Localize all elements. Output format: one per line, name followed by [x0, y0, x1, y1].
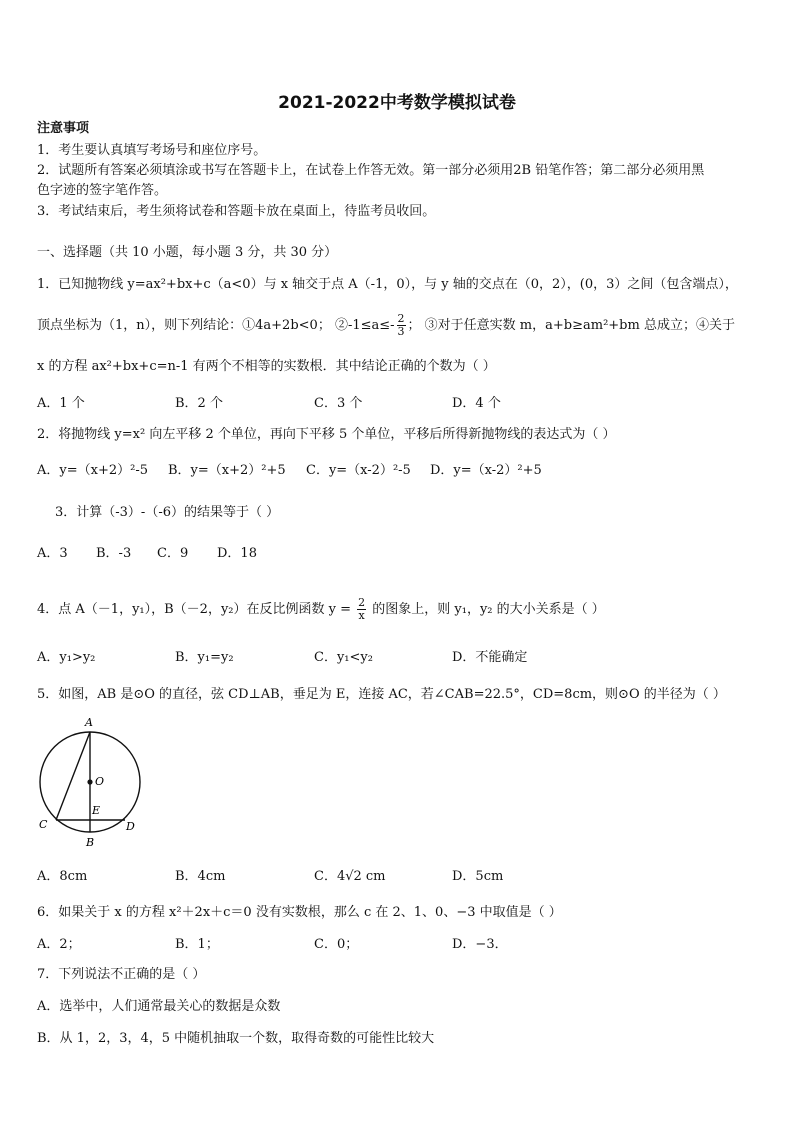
q6-option-a[interactable]: A．2； [37, 937, 81, 952]
q1-line-3: x 的方程 ax²+bx+c=n-1 有两个不相等的实数根．其中结论正确的个数为（ ） [37, 359, 496, 374]
notice-item-1: 1．考生要认真填写考场号和座位序号。 [37, 143, 267, 158]
q5-option-b[interactable]: B．4cm [175, 869, 226, 884]
q3-option-b[interactable]: B．-3 [96, 546, 132, 561]
q4-option-c[interactable]: C．y₁<y₂ [314, 650, 373, 665]
q6-text: 6．如果关于 x 的方程 x²＋2x＋c＝0 没有实数根，那么 c 在 2、1、0、−3 中取值是（ ） [37, 905, 562, 920]
center-dot [87, 779, 92, 784]
notice-heading: 注意事项 [37, 121, 90, 136]
notice-item-2: 2．试题所有答案必须填涂或书写在答题卡上，在试卷上作答无效。第一部分必须用2B 铅笔作答；第二部分必须用黑 [37, 163, 705, 178]
q7-option-b[interactable]: B．从 1，2，3，4，5 中随机抽取一个数，取得奇数的可能性比较大 [37, 1031, 435, 1046]
q1-frac-num: 2 [397, 312, 405, 325]
q2-text: 2．将抛物线 y=x² 向左平移 2 个单位，再向下平移 5 个单位，平移后所得新抛物线的表达式为（ ） [37, 427, 616, 442]
q2-option-a[interactable]: A．y=（x+2）²-5 [37, 463, 148, 478]
q1-fraction [397, 313, 406, 338]
label-b: B [86, 836, 95, 849]
q4-text-a: 4．点 A（－1，y₁），B（－2，y₂）在反比例函数 y = [37, 602, 356, 617]
q6-option-b[interactable]: B．1； [175, 937, 219, 952]
q1-line-1: 1．已知抛物线 y=ax²+bx+c（a<0）与 x 轴交于点 A（-1，0），与 y 轴的交点在（0，2），(0，3）之间（包含端点）， [37, 277, 738, 292]
section-heading: 一、选择题（共 10 小题，每小题 3 分，共 30 分） [37, 245, 338, 260]
notice-item-3: 3．考试结束后，考生须将试卷和答题卡放在桌面上，待监考员收回。 [37, 204, 436, 219]
q7-text: 7．下列说法不正确的是（ ） [37, 967, 206, 982]
label-c: C [39, 818, 48, 831]
q5-option-c[interactable]: C．4√2 cm [314, 869, 386, 884]
q1-option-a[interactable]: A．1 个 [37, 396, 85, 411]
q2-option-d[interactable]: D．y=（x-2）²+5 [430, 463, 542, 478]
q3-text: 3．计算（-3）-（-6）的结果等于（ ） [55, 505, 280, 520]
q2-option-c[interactable]: C．y=（x-2）²-5 [306, 463, 411, 478]
q2-option-b[interactable]: B．y=（x+2）²+5 [168, 463, 286, 478]
q1-option-c[interactable]: C．3 个 [314, 396, 363, 411]
q1-line-2b: ； ③对于任意实数 m，a+b≥am²+bm 总成立；④关于 [407, 318, 735, 333]
q4-option-d[interactable]: D．不能确定 [452, 650, 528, 665]
q7-option-a[interactable]: A．选举中，人们通常最关心的数据是众数 [37, 999, 281, 1014]
label-e: E [92, 804, 101, 817]
label-a: A [85, 716, 93, 729]
q6-option-d[interactable]: D．−3． [452, 937, 508, 952]
label-o: O [95, 775, 105, 788]
q4-fraction [357, 597, 366, 622]
q4-text-b: 的图象上，则 y₁，y₂ 的大小关系是（ ） [368, 602, 605, 617]
q3-option-d[interactable]: D．18 [217, 546, 257, 561]
q4-option-b[interactable]: B．y₁=y₂ [175, 650, 234, 665]
q3-option-a[interactable]: A．3 [37, 546, 68, 561]
label-d: D [126, 820, 135, 833]
q1-line-2 [37, 313, 735, 338]
q4-frac-num: 2 [358, 596, 366, 609]
q5-option-a[interactable]: A．8cm [37, 869, 88, 884]
q1-option-d[interactable]: D．4 个 [452, 396, 501, 411]
q3-option-c[interactable]: C．9 [157, 546, 189, 561]
q1-frac-den: 3 [397, 325, 405, 338]
q4-option-a[interactable]: A．y₁>y₂ [37, 650, 96, 665]
circle-diagram [36, 714, 146, 850]
page-title: 2021-2022中考数学模拟试卷 [278, 93, 516, 113]
notice-item-2-cont: 色字迹的签字笔作答。 [37, 183, 168, 198]
segment-ac [56, 732, 90, 820]
q4-text [37, 597, 605, 622]
q1-line-2a: 顶点坐标为（1，n），则下列结论：①4a+2b<0； ②-1≤a≤- [37, 318, 395, 333]
q5-text: 5．如图，AB 是⊙O 的直径，弦 CD⊥AB，垂足为 E，连接 AC，若∠CAB=22.5°，CD=8cm，则⊙O 的半径为（ ） [37, 687, 726, 702]
q1-option-b[interactable]: B．2 个 [175, 396, 223, 411]
q6-option-c[interactable]: C．0； [314, 937, 359, 952]
q5-option-d[interactable]: D．5cm [452, 869, 504, 884]
q4-frac-den: x [358, 609, 365, 622]
